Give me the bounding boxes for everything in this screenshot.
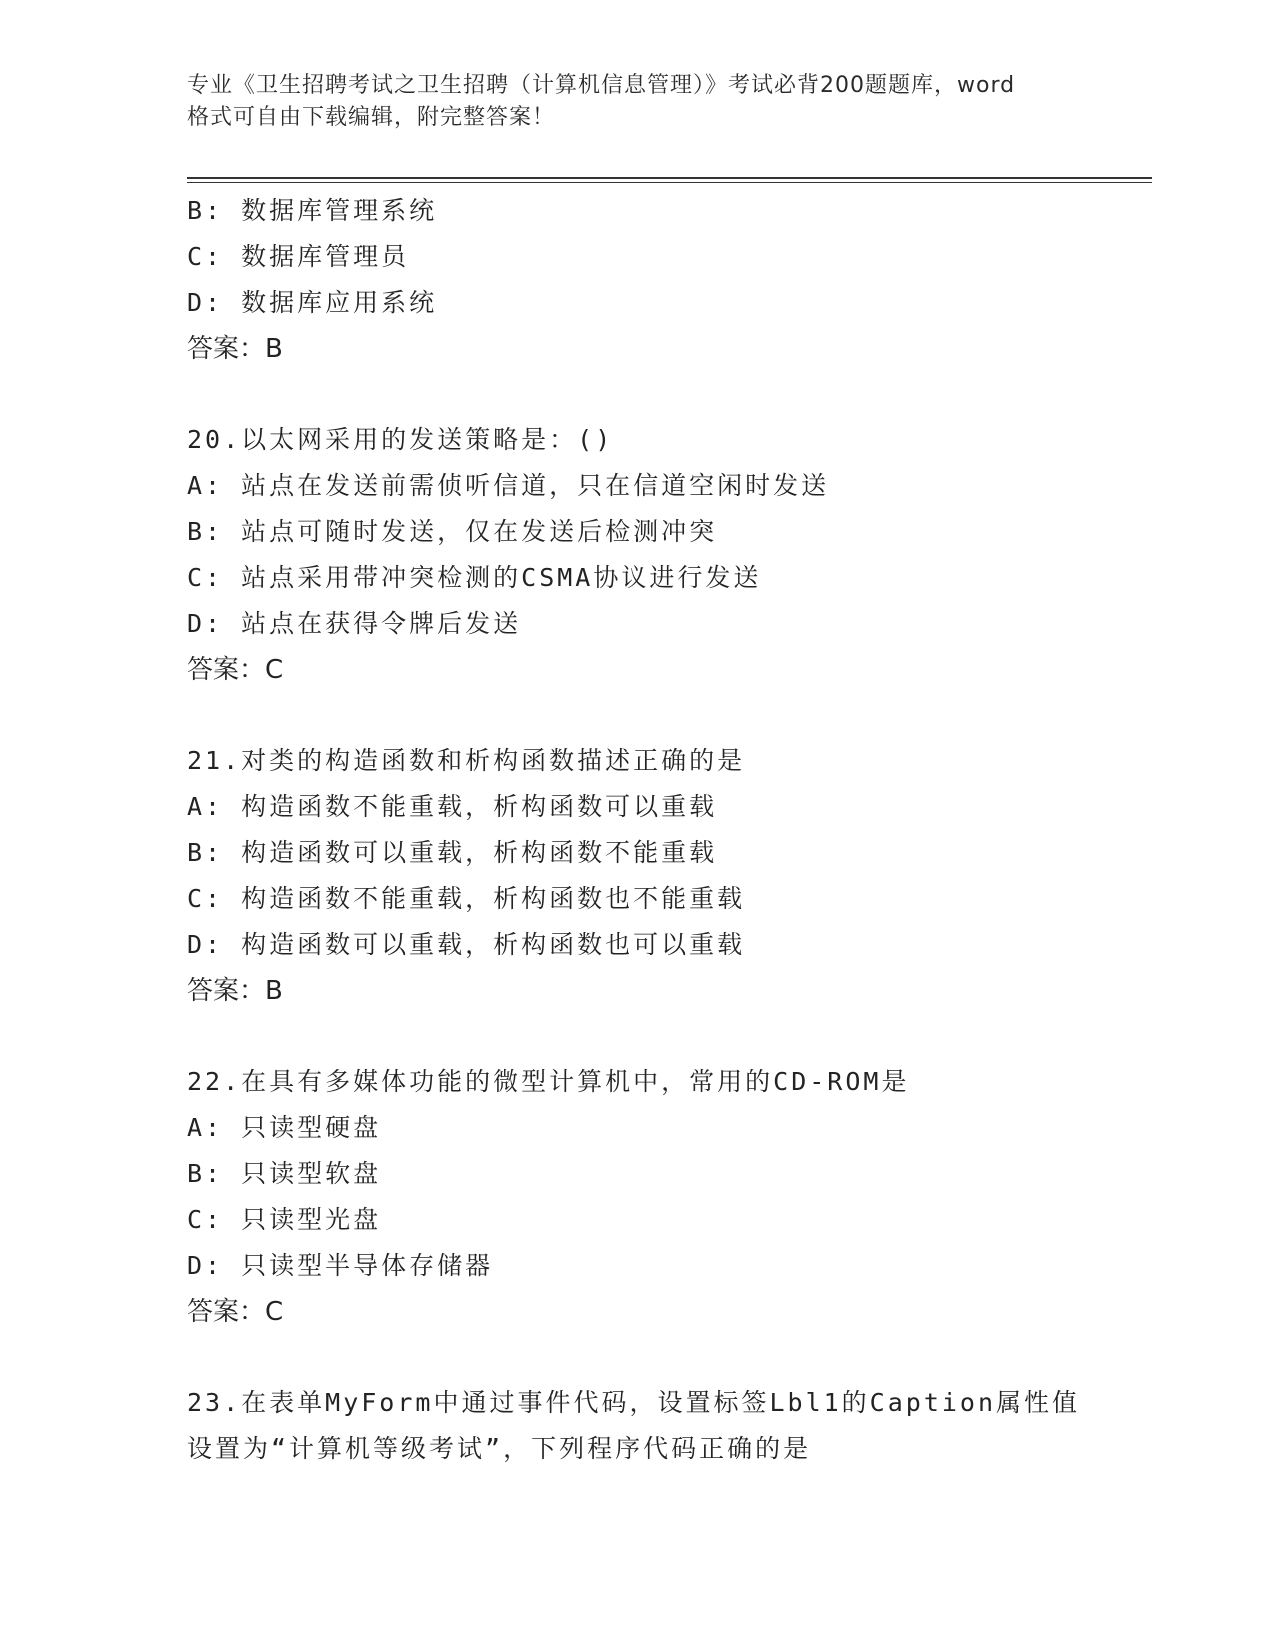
spacer (187, 1014, 1152, 1059)
header-line-1: 专业《卫生招聘考试之卫生招聘（计算机信息管理）》考试必背200题题库，word (187, 73, 1016, 98)
option-d: D: 构造函数可以重载，析构函数也可以重载 (187, 930, 746, 959)
question-stem: 22.在具有多媒体功能的微型计算机中，常用的CD-ROM是 (187, 1067, 910, 1096)
question-stem: 21.对类的构造函数和析构函数描述正确的是 (187, 746, 746, 775)
option-b: B: 构造函数可以重载，析构函数不能重载 (187, 838, 718, 867)
question-stem: 20.以太网采用的发送策略是：() (187, 425, 614, 454)
header-line-2: 格式可自由下载编辑，附完整答案！ (187, 105, 556, 130)
option-c: C: 站点采用带冲突检测的CSMA协议进行发送 (187, 563, 762, 592)
option-a: A: 只读型硬盘 (187, 1113, 382, 1142)
option-d: D: 数据库应用系统 (187, 288, 438, 317)
question-list (187, 188, 1152, 1472)
option-b: B: 数据库管理系统 (187, 196, 438, 225)
question-19-continued (187, 188, 1152, 372)
option-c: C: 构造函数不能重载，析构函数也不能重载 (187, 884, 746, 913)
option-b: B: 只读型软盘 (187, 1159, 382, 1188)
answer: 答案：B (187, 334, 283, 364)
header-divider (187, 177, 1152, 183)
question-23 (187, 1380, 1152, 1472)
question-stem-line-1: 23.在表单MyForm中通过事件代码，设置标签Lbl1的Caption属性值 (187, 1388, 1081, 1417)
spacer (187, 372, 1152, 417)
spacer (187, 693, 1152, 738)
option-b: B: 站点可随时发送，仅在发送后检测冲突 (187, 517, 718, 546)
option-d: D: 站点在获得令牌后发送 (187, 609, 522, 638)
question-22 (187, 1059, 1152, 1335)
answer: 答案：C (187, 655, 284, 685)
answer: 答案：C (187, 1297, 284, 1327)
option-d: D: 只读型半导体存储器 (187, 1251, 494, 1280)
spacer (187, 1335, 1152, 1380)
option-c: C: 数据库管理员 (187, 242, 410, 271)
option-c: C: 只读型光盘 (187, 1205, 382, 1234)
question-20 (187, 417, 1152, 693)
question-stem-line-2: 设置为“计算机等级考试”，下列程序代码正确的是 (187, 1434, 812, 1463)
option-a: A: 构造函数不能重载，析构函数可以重载 (187, 792, 718, 821)
option-a: A: 站点在发送前需侦听信道，只在信道空闲时发送 (187, 471, 830, 500)
document-header (187, 70, 1087, 134)
answer: 答案：B (187, 976, 283, 1006)
question-21 (187, 738, 1152, 1014)
